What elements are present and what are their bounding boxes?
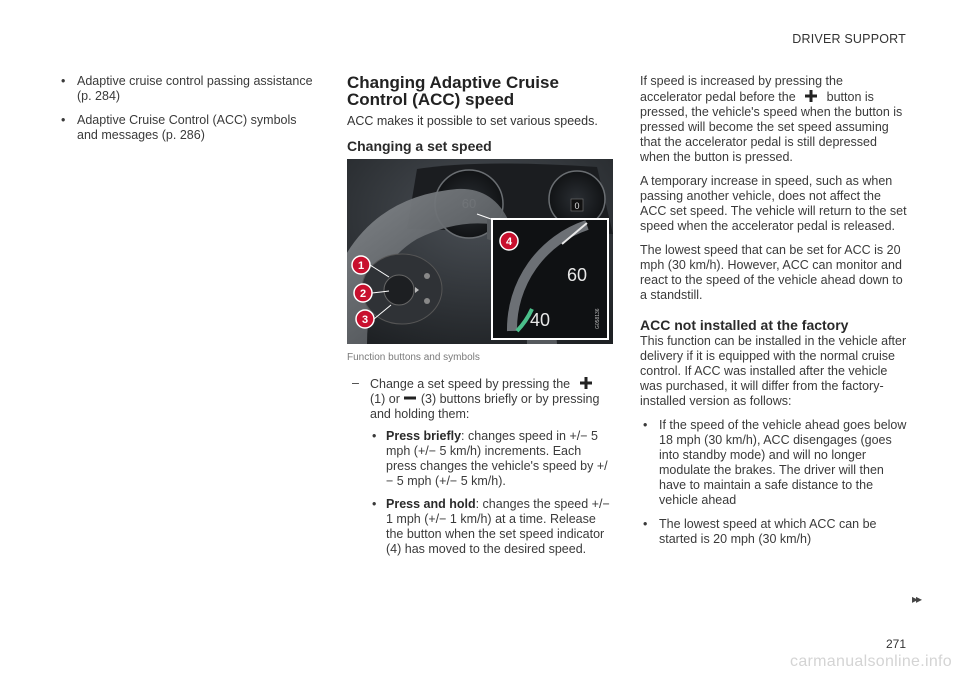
press-options-list (370, 429, 613, 557)
step-marker: – (352, 376, 359, 390)
instruction-step (347, 376, 613, 557)
steering-wheel-illustration (347, 159, 613, 344)
page-title: Changing Adaptive Cruise Control (ACC) speed (347, 73, 559, 109)
related-link-passing-assistance[interactable]: • Adaptive cruise control passing assistance (p. 284) (58, 74, 320, 104)
svg-text:G058136: G058136 (595, 308, 601, 329)
plus-icon (799, 89, 823, 103)
column-main (347, 74, 613, 565)
column-details (640, 74, 908, 556)
subheading-not-installed: ACC not installed at the factory (640, 317, 849, 333)
watermark: carmanualsonline.info (790, 653, 952, 670)
retrofit-differences-list (640, 418, 908, 547)
cruise-control-button (384, 275, 414, 305)
list-item-press-hold: • Press and hold: changes the speed +/− 1 mph (+/− 1 km/h) at a time. Release the button when the set speed indicator (4) has moved to the desired speed. (370, 497, 613, 557)
paragraph-temporary-increase: A temporary increase in speed, such as when passing another vehicle, does not affect the ACC set speed. The vehicle will return to the set speed when the accelerator pedal is released. (640, 174, 907, 233)
related-links-list (58, 74, 320, 143)
paragraph-retrofit: This function can be installed in the vehicle after delivery if it is equipped with the normal cruise control. If ACC was installed after the vehicle was purchased, it will differ from the factory-installed version as follows: (640, 334, 907, 408)
function-buttons-figure (347, 159, 613, 344)
paragraph-accelerator: If speed is increased by pressing the accelerator pedal before the button is pressed, the vehicle's speed when the button is pressed will become the set speed assuming that the accelerator pedal is still depressed when the button is pressed. (640, 74, 903, 164)
related-link-acc-symbols[interactable]: • Adaptive Cruise Control (ACC) symbols and messages (p. 286) (58, 113, 320, 143)
list-item: • If the speed of the vehicle ahead goes below 18 mph (30 km/h), ACC disengages (goes into standby mode) and will no longer modulate the brakes. The driver will then have to maintain a safe distance to the vehicle ahead (640, 418, 908, 508)
list-item-press-briefly: • Press briefly: changes speed in +/− 5 mph (+/− 5 km/h) increments. Each press changes the vehicle's speed by +/− 5 mph (+/− 5 km/h). (370, 429, 613, 489)
svg-text:2: 2 (359, 288, 367, 300)
set-speed-value: 60 (566, 265, 588, 285)
current-speed-value: 40 (529, 310, 551, 330)
svg-text:1: 1 (357, 260, 365, 272)
svg-text:0: 0 (574, 201, 580, 211)
list-item: • The lowest speed at which ACC can be started is 20 mph (30 km/h) (640, 517, 908, 547)
svg-text:3: 3 (361, 314, 369, 326)
column-related-links (58, 74, 320, 152)
section-title: DRIVER SUPPORT (792, 32, 906, 46)
page-number: 271 (885, 637, 906, 651)
svg-text:4: 4 (505, 236, 513, 248)
subheading-changing-speed: Changing a set speed (347, 138, 492, 154)
plus-icon (574, 376, 598, 390)
lead-text: ACC makes it possible to set various speeds. (347, 114, 598, 128)
figure-caption: Function buttons and symbols (347, 352, 480, 363)
minus-icon (403, 393, 417, 403)
step-text: Change a set speed by pressing the (1) or (3) buttons briefly or by pressing and holding them: (370, 377, 600, 421)
continue-arrow-icon: ▸▸ (911, 592, 920, 606)
paragraph-lowest-speed: The lowest speed that can be set for ACC is 20 mph (30 km/h). However, ACC can monitor and react to the speed of the vehicle ahead down to a standstill. (640, 243, 903, 302)
